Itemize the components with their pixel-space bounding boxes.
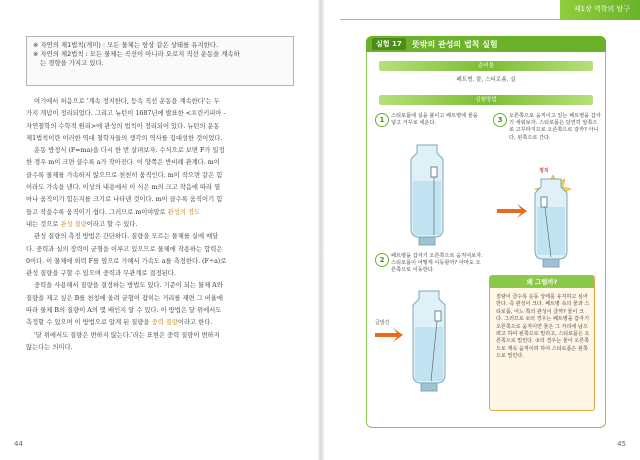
paragraph-line: 여기에서 처음으로 '계속 정지한다, 등속 직선 운동을 계속한다'는 두 xyxy=(34,98,220,105)
paragraph-line: 관성 질량을 구할 수 있으며 중력과 무관계로 결정된다. xyxy=(26,270,176,278)
paragraph-line: 들고 작을수록 움직이기 쉽다. 그러므로 m이야말로 xyxy=(26,208,166,216)
chapter-tab xyxy=(560,0,640,20)
paragraph-line: 자연철학의 수학적 원리>에 관성의 법칙이 정리되어 있다. 뉴턴의 운동 xyxy=(26,122,220,130)
step-1-text: 스티로폼에 실을 붙이고 페트병에 물을 넣고 거꾸로 세운다. xyxy=(391,113,478,127)
experiment-badge: 실험 17 xyxy=(372,38,406,50)
paragraph-line: 중력을 사용해서 질량을 결정하는 방법도 있다. 기준이 되는 물체 A와 xyxy=(34,282,223,290)
paragraph-line: 운동 방정식 (F=ma)을 다시 한 번 살펴보자. 수식으로 보면 F가 일정 xyxy=(34,147,225,155)
highlight-inertial-mass: 관성 질량 xyxy=(60,220,87,228)
page-number-right: 45 xyxy=(617,440,626,448)
paragraph-line: 질량을 재고 싶은 B를 천칭에 올려 균형이 잡히는 거리를 재면 그 비율에 xyxy=(26,294,223,302)
paragraph-line: 이라고 할 수 있다. xyxy=(86,220,138,228)
paragraph-line: 않는다는 의미다. xyxy=(26,343,73,351)
paragraph-line: 0이다. 이 물체에 외력 F를 옆으로 가해서 가속도 a를 측정한다. (F÷a)로 xyxy=(26,257,227,265)
bottle-illustration-2 xyxy=(373,287,485,395)
paragraph-line: '달 위에서도 질량은 변하지 않는다.'라는 표현은 중력 질량이 변하지 xyxy=(34,331,220,339)
paragraph-line-hl xyxy=(26,317,296,329)
law-line-1: ※ 자연의 제1법칙(개미) : 모든 물체는 항상 같은 상태를 유지한다. xyxy=(33,41,219,49)
header-rule xyxy=(340,19,560,20)
materials-label: 준비물 xyxy=(379,61,593,71)
stop-label: 정지 xyxy=(539,168,549,174)
chapter-label: 제1장 역학의 탐구 xyxy=(573,5,630,13)
law-line-3: 는 경향을 가지고 있다. xyxy=(40,59,104,67)
highlight-gravitational-mass: 중력 질량 xyxy=(151,319,178,327)
highlight-inertia-degree: 관성의 정도 xyxy=(167,208,201,216)
left-body-text xyxy=(26,96,296,354)
materials-text: 페트병, 물, 스티로폼, 실 xyxy=(456,77,516,83)
paragraph-line: 이라도 가속을 낸다. 이상의 내용에서 이 식은 m의 크고 작음에 따라 열 xyxy=(26,184,221,192)
bottle-illustration-3 xyxy=(493,173,605,273)
experiment-title: 뜻밖의 관성의 법칙 실험 xyxy=(412,40,498,49)
why-text: 질량이 클수록 운동 상태를 유지하고 싶어 한다. 즉 관성이 크다. 페트병 속의 물과 스티로폼, 어느 쪽의 관성이 클까? 물이 크다. 그러므로 ②의 경우는 페트병을 갑자기 오른쪽으로 움직이면 물은 그 자리에 남으려고 하여 왼쪽으로 밀리고, 스티로폼은 오른쪽으로 밀린다. ③의 경우는 물이 오른쪽으로 계속 움직이려 하여 스티로폼은 왼쪽으로 밀린다. xyxy=(496,294,590,360)
sudden-move-label: 급발진 xyxy=(375,320,390,326)
book-gutter xyxy=(318,0,324,460)
bottle-illustration-1 xyxy=(397,141,457,249)
paragraph-line: 제1법칙이란 이러한 역대 철학자들의 생각의 역사를 집대성한 것이었다. xyxy=(26,134,223,142)
law-quote-box xyxy=(26,36,294,86)
experiment-header xyxy=(366,36,606,52)
paragraph-line: 이라고 한다. xyxy=(177,319,213,327)
law-line-2: ※ 자연의 제2법칙 : 모든 물체는 곡선이 아니라 오로지 직선 운동을 계속하 xyxy=(33,50,240,58)
paragraph-line: 가지 개념이 정리되었다. 그리고 뉴턴이 1687년에 발표한 <프린키피아 - xyxy=(26,110,226,118)
paragraph-line: 관성 질량의 측정 방법은 간단하다. 질량을 모르는 물체를 실에 매달 xyxy=(34,233,219,241)
why-box xyxy=(489,275,595,411)
page-number-left: 44 xyxy=(14,440,23,448)
paragraph-line: 따라 물체 B의 질량이 A의 몇 배인지 알 수 있다. 이 방법은 달 위에서도 xyxy=(26,307,222,315)
paragraph-line: 다. 중력과 실의 장력이 균형을 이루고 있으므로 물체에 작용하는 합력은 xyxy=(26,245,223,253)
paragraph-line-hl xyxy=(26,219,296,231)
step-1-number: 1 xyxy=(375,113,389,127)
paragraph-line: 측정할 수 있으며 이 방법으로 알게 된 질량을 xyxy=(26,319,150,327)
step-3-text: 오른쪽으로 움직이고 있는 페트병을 갑자기 세워보자. 스티로폼은 당연히 앞쪽으로 고꾸라지므로 오른쪽으로 갈까? 아니다, 왼쪽으로 간다. xyxy=(509,113,601,141)
experiment-card xyxy=(366,36,606,428)
paragraph-line: 내는 것으로 xyxy=(26,220,59,228)
method-label: 실험방법 xyxy=(379,95,593,105)
paragraph-line-hl xyxy=(26,207,296,219)
step-2-number: 2 xyxy=(375,253,389,267)
paragraph-line: 마나 움직이기 힘든지를 크기로 나타낸 것이다. m이 클수록 움직이기 힘 xyxy=(26,196,223,204)
why-title: 왜 그럴까? xyxy=(490,276,594,288)
step-3-number: 3 xyxy=(493,113,507,127)
paragraph-line: 클수록 물체를 가속하지 않으므로 천천히 움직인다. m이 작으면 같은 힘 xyxy=(26,171,223,179)
paragraph-line: 한 경우 m이 크면 클수록 a가 작아진다. 이 양쪽은 반비례 관계다. m이 xyxy=(26,159,220,167)
step-2-text: 페트병을 갑자기 오른쪽으로 움직여보자. 스티로폼이 어떻게 이동할까? 아마도 오른쪽으로 이동한다. xyxy=(391,253,483,274)
